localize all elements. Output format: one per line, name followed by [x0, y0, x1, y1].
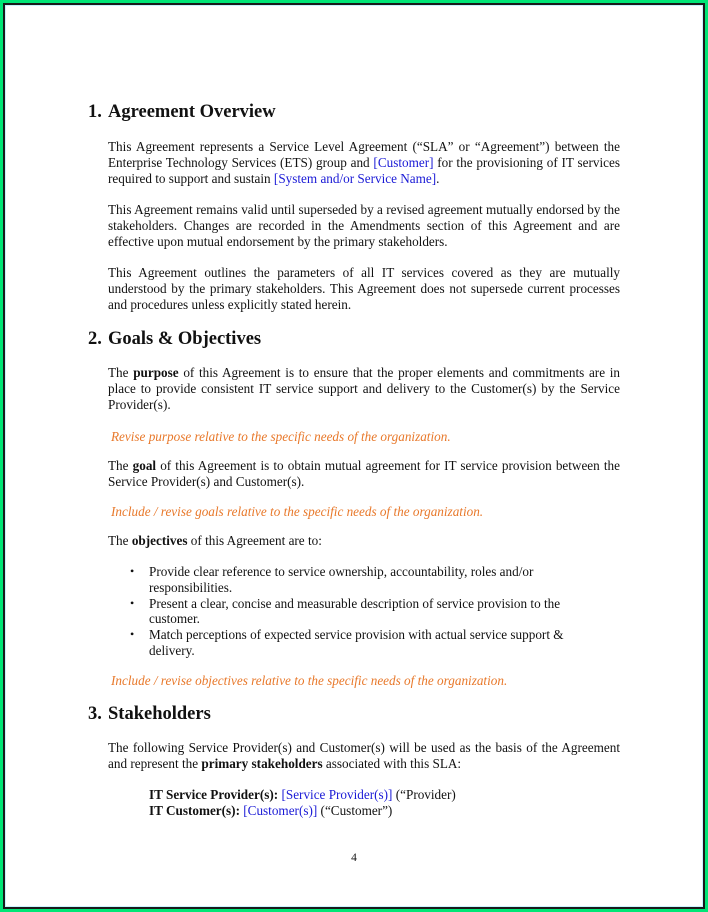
instruction-note-goals: Include / revise goals relative to the specific needs of the organization.: [111, 504, 484, 519]
placeholder-service-provider: [Service Provider(s)]: [281, 787, 393, 802]
list-item: [108, 596, 589, 628]
section-number: 2.: [88, 329, 102, 349]
section-title: Agreement Overview: [108, 102, 276, 122]
section-number: 1.: [88, 102, 102, 122]
list-item: [108, 627, 589, 659]
paragraph-stakeholders-intro: [108, 740, 620, 772]
paragraph-parameters: This Agreement outlines the parameters of all IT services covered as they are mutually understood by the primary stakeholders. This Agreement does not supersede current processes and procedures unless explicitly stated herein.: [108, 265, 620, 312]
text-run: The: [108, 458, 133, 473]
bullet-icon: •: [130, 595, 135, 610]
provider-label: IT Service Provider(s):: [149, 787, 279, 802]
placeholder-customer: [Customer]: [373, 155, 434, 170]
text-run: of this Agreement is to obtain mutual agreement for IT service provision between the Service Provider(s) and Customer(s).: [108, 458, 620, 489]
section-heading-stakeholders: [88, 703, 211, 725]
page-frame: [3, 3, 705, 909]
paragraph-goal: [108, 458, 620, 490]
customer-alias: (“Customer”): [320, 803, 393, 818]
provider-alias: (“Provider): [395, 787, 456, 802]
section-title: Goals & Objectives: [108, 329, 262, 349]
text-run: This Agreement represents a Service Level Agreement (“SLA” or “Agreement”) between the Enterprise Technology Services (ETS) group and: [108, 139, 620, 170]
list-item-text: Present a clear, concise and measurable description of service provision to the customer.: [149, 595, 561, 627]
objectives-keyword: objectives: [131, 533, 188, 548]
text-run: The following Service Provider(s) and Customer(s) will be used as the basis of the Agreement and represent the: [108, 740, 620, 771]
bullet-icon: •: [130, 627, 135, 642]
bullet-icon: •: [130, 564, 135, 578]
document-page: [5, 5, 703, 907]
purpose-keyword: purpose: [133, 365, 179, 380]
objectives-list: [108, 564, 620, 659]
text-run: associated with this SLA:: [322, 756, 462, 771]
list-item: [108, 564, 589, 596]
primary-stakeholders-keyword: primary stakeholders: [201, 756, 323, 771]
placeholder-customers: [Customer(s)]: [243, 803, 318, 818]
section-number: 3.: [88, 704, 102, 724]
text-run: The: [108, 365, 134, 380]
text-run: The: [108, 533, 132, 548]
instruction-note-purpose: Revise purpose relative to the specific needs of the organization.: [111, 429, 451, 444]
text-run: of this Agreement are to:: [187, 533, 322, 548]
stakeholder-customer: [149, 803, 392, 819]
text-run: .: [436, 171, 440, 186]
goal-keyword: goal: [132, 458, 157, 473]
section-title: Stakeholders: [108, 704, 211, 724]
paragraph-sla-intro: [108, 139, 620, 187]
list-item-text: Provide clear reference to service ownership, accountability, roles and/or responsibilities.: [149, 564, 534, 595]
stakeholder-provider: [149, 787, 456, 803]
text-run: of this Agreement is to ensure that the proper elements and commitments are in place to provide consistent IT service support and delivery to the Customer(s) by the Service Provider(s).: [108, 365, 620, 412]
paragraph-validity: This Agreement remains valid until superseded by a revised agreement mutually endorsed by the stakeholders. Changes are recorded in the Amendments section of this Agreement and are effective upon mutual endorsement by the primary stakeholders.: [108, 202, 620, 249]
page-number: 4: [351, 852, 357, 864]
customer-label: IT Customer(s):: [149, 803, 240, 818]
section-heading-agreement-overview: [88, 101, 276, 123]
paragraph-objectives-intro: [108, 533, 620, 549]
text-run: for the provisioning of IT services required to support and sustain: [108, 155, 621, 186]
instruction-note-objectives: Include / revise objectives relative to the specific needs of the organization.: [111, 673, 508, 688]
paragraph-purpose: [108, 365, 620, 413]
list-item-text: Match perceptions of expected service provision with actual service support & delivery.: [149, 627, 564, 658]
placeholder-system-service-name: [System and/or Service Name]: [273, 171, 437, 186]
section-heading-goals-objectives: [88, 328, 261, 350]
